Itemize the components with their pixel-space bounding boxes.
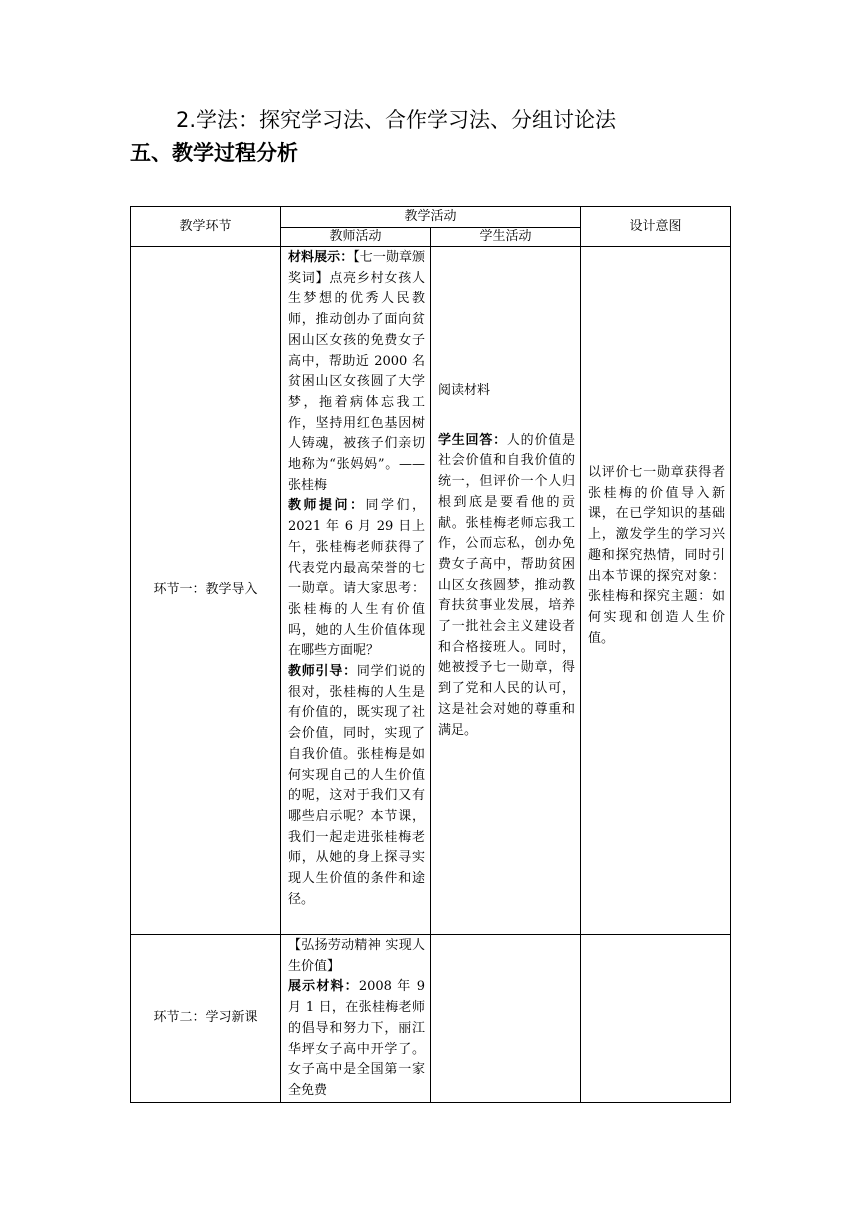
row2-student — [431, 935, 581, 1103]
row2-teacher-text-2: 2008 年 9 月 1 日，在张桂梅老师的倡导和努力下，丽江华坪女子高中开学了。女子高中是全国第一家全免费 — [288, 979, 425, 1098]
row2-link: 环节二：学习新课 — [131, 935, 281, 1103]
row1-student — [431, 247, 581, 935]
learning-method-line: 2.学法：探究学习法、合作学习法、分组讨论法 — [176, 108, 617, 132]
section-heading: 五、教学过程分析 — [130, 141, 298, 165]
row1-teacher — [281, 247, 431, 935]
table-row — [131, 247, 731, 935]
row2-intent — [581, 935, 731, 1103]
row1-teacher-text-3: 同学们说的很对，张桂梅的人生是有价值的，既实现了社会价值，同时，实现了自我价值。张桂梅是如何实现自己的人生价值的呢，这对于我们又有哪些启示呢？本节课，我们一起走进张桂梅老师，从她的身上探寻实现人生价值的条件和途径。 — [288, 664, 425, 907]
row1-link: 环节一：教学导入 — [131, 247, 281, 935]
header-intent: 设计意图 — [581, 207, 731, 247]
row1-teacher-label-1: 材料展示： — [288, 250, 354, 265]
row1-student-label-2: 学生回答： — [438, 432, 507, 448]
row2-teacher-label-2: 展示材料： — [288, 979, 359, 995]
row1-teacher-text-1: 【七一勋章颁奖词】点亮乡村女孩人生梦想的优秀人民教师，推动创办了面向贫困山区女孩的免费女子高中，帮助近 2000 名贫困山区女孩圆了大学梦，拖着病体忘我工作，坚持用红色基因树人铸魂，被孩子们亲切地称为“张妈妈”。——张桂梅 — [288, 250, 425, 493]
row1-teacher-label-2: 教师提问： — [288, 498, 366, 514]
row1-student-text-1: 阅读材料 — [438, 383, 491, 398]
row1-teacher-text-2: 同学们，2021 年 6 月 29 日上午，张桂梅老师获得了代表党内最高荣誉的七一勋章。请大家思考：张桂梅的人生有价值吗，她的人生价值体现在哪些方面呢？ — [288, 498, 425, 659]
row2-teacher-text-1: 【弘扬劳动精神 实现人生价值】 — [288, 938, 425, 974]
row1-student-text-2: 人的价值是社会价值和自我价值的统一，但评价一个人归根到底是要看他的贡献。张桂梅老师忘我工作，公而忘私，创办免费女子高中，帮助贫困山区女孩圆梦，推动教育扶贫事业发展，培养了一批社会主义建设者和合格接班人。同时，她被授予七一勋章，得到了党和人民的认可，这是社会对她的尊重和满足。 — [438, 432, 576, 738]
table-row — [131, 935, 731, 1103]
row1-intent-text: 以评价七一勋章获得者张桂梅的价值导入新课，在已学知识的基础上，激发学生的学习兴趣和探究热情，同时引出本节课的探究对象：张桂梅和探究主题：如何实现和创造人生价值。 — [588, 465, 726, 646]
header-activity: 教学活动 — [281, 207, 581, 228]
row2-teacher — [281, 935, 431, 1103]
row1-teacher-label-3: 教师引导： — [288, 664, 357, 680]
header-student: 学生活动 — [431, 228, 581, 247]
teaching-process-table — [130, 206, 731, 1103]
header-link: 教学环节 — [131, 207, 281, 247]
header-teacher: 教师活动 — [281, 228, 431, 247]
row1-intent — [581, 247, 731, 935]
